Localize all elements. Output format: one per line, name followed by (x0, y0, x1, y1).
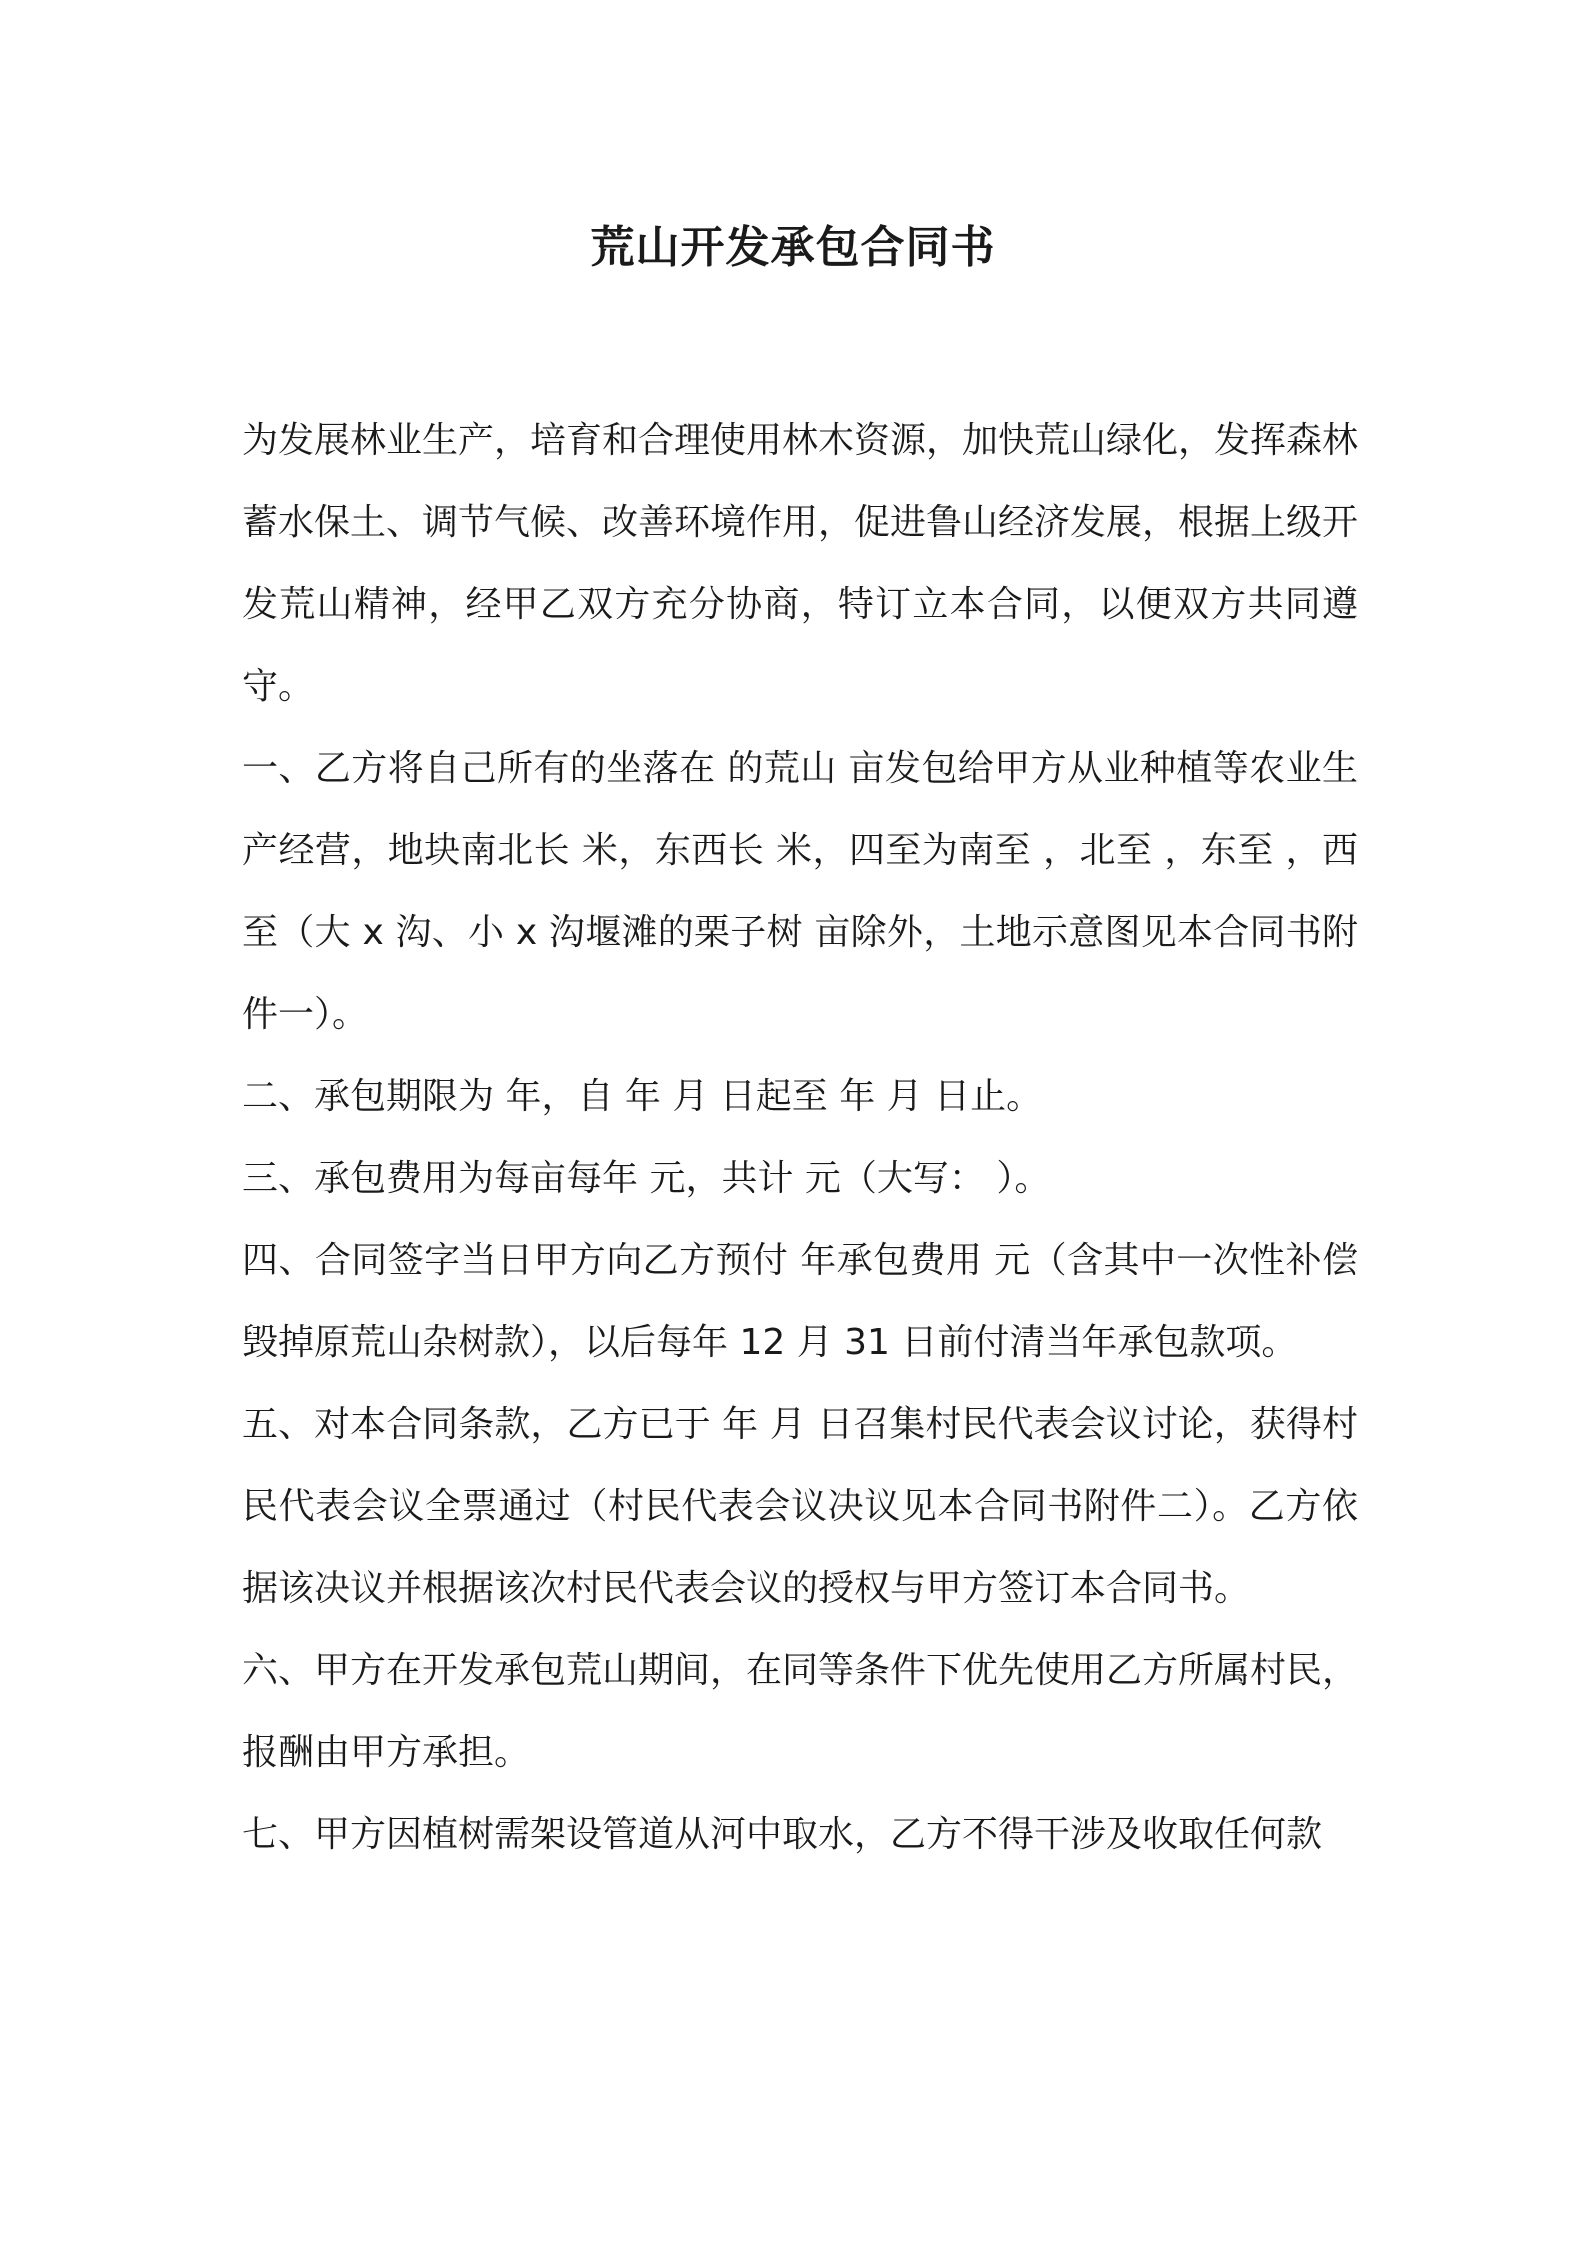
paragraph-clause-2: 二、承包期限为 年，自 年 月 日起至 年 月 日止。 (242, 1076, 1043, 1117)
paragraph-clause-4: 四、合同签字当日甲方向乙方预付 年承包费用 元（含其中一次性补偿毁掉原荒山杂树款），以后每年 12 月 31 日前付清当年承包款项。 (242, 1240, 1358, 1363)
document-body (242, 400, 1358, 1876)
paragraph-preamble: 为发展林业生产，培育和合理使用林木资源，加快荒山绿化，发挥森林蓄水保土、调节气候、改善环境作用，促进鲁山经济发展，根据上级开发荒山精神，经甲乙双方充分协商，特订立本合同，以便双方共同遵守。 (242, 420, 1359, 707)
paragraph-clause-7: 七、甲方因植树需架设管道从河中取水，乙方不得干涉及收取任何款 (242, 1814, 1323, 1855)
paragraph-clause-1: 一、乙方将自己所有的坐落在 的荒山 亩发包给甲方从业种植等农业生产经营，地块南北长 米，东西长 米，四至为南至 ，北至 ，东至 ，西至（大 x 沟、小 x 沟堰滩的栗子树 亩除外，土地示意图见本合同书附件一）。 (242, 748, 1358, 1035)
paragraph-clause-6: 六、甲方在开发承包荒山期间，在同等条件下优先使用乙方所属村民，报酬由甲方承担。 (242, 1650, 1359, 1773)
document-title: 荒山开发承包合同书 (590, 222, 996, 273)
paragraph-clause-3: 三、承包费用为每亩每年 元，共计 元（大写： ）。 (242, 1158, 1051, 1199)
paragraph-clause-5: 五、对本合同条款，乙方已于 年 月 日召集村民代表会议讨论，获得村民代表会议全票通过（村民代表会议决议见本合同书附件二）。乙方依据该决议并根据该次村民代表会议的授权与甲方签订本合同书。 (242, 1404, 1358, 1609)
